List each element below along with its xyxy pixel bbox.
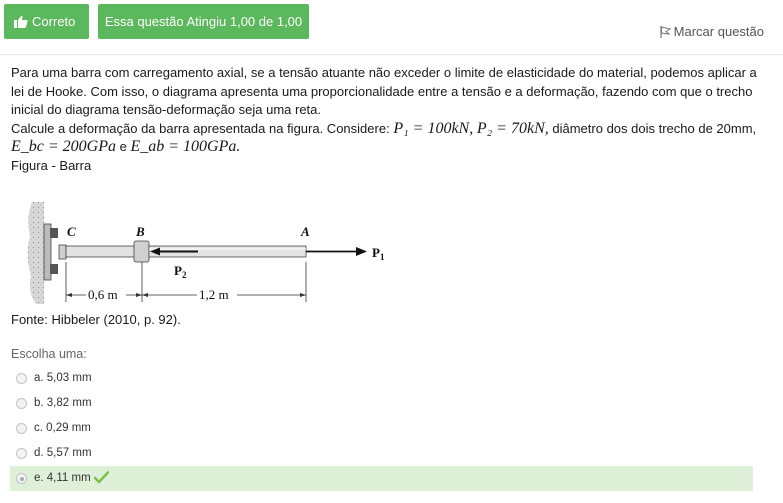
correct-badge bbox=[4, 4, 89, 39]
support-plate bbox=[44, 224, 51, 280]
answer-option-d[interactable] bbox=[10, 441, 753, 466]
calc-prefix: Calcule a deformação da barra apresentada na figura. Considere: bbox=[11, 120, 390, 136]
label-b: B bbox=[136, 224, 145, 239]
dim-cb-label: 0,6 m bbox=[88, 287, 118, 302]
label-p1: $P_1$ bbox=[372, 245, 385, 262]
radio-a[interactable] bbox=[16, 373, 27, 384]
label-a: A bbox=[301, 224, 310, 239]
radio-d[interactable] bbox=[16, 448, 27, 459]
p1-value: P₁ = 100kN, bbox=[393, 119, 474, 137]
p2-value: P₂ = 70kN, bbox=[476, 119, 549, 137]
answer-option-a[interactable] bbox=[10, 366, 753, 391]
question-header bbox=[0, 0, 783, 55]
bolt-bottom bbox=[50, 264, 58, 274]
figure-label: Figura - Barra bbox=[11, 157, 92, 173]
check-icon bbox=[94, 471, 109, 484]
flag-label: Marcar questão bbox=[673, 24, 764, 39]
answer-label-e-wrap bbox=[34, 466, 109, 491]
label-c: C bbox=[67, 224, 76, 239]
flag-question-link[interactable] bbox=[660, 24, 764, 39]
question-text bbox=[11, 64, 771, 175]
ebc-value: E_bc = 200GPa bbox=[11, 138, 116, 155]
answer-option-c[interactable] bbox=[10, 416, 753, 441]
grade-badge: Essa questão Atingiu 1,00 de 1,00 bbox=[98, 4, 309, 39]
segment-cb bbox=[66, 246, 136, 257]
label-p2: $P_2$ bbox=[174, 263, 187, 280]
answer-option-e[interactable] bbox=[10, 466, 753, 491]
answer-option-b[interactable] bbox=[10, 391, 753, 416]
answer-label-b: b. 3,82 mm bbox=[34, 397, 92, 409]
dim-ba-label: 1,2 m bbox=[199, 287, 229, 302]
bar-figure bbox=[22, 196, 402, 312]
answer-label-e: e. 4,11 mm bbox=[34, 472, 91, 484]
radio-b[interactable] bbox=[16, 398, 27, 409]
thumbs-up-icon bbox=[14, 15, 28, 28]
radio-c[interactable] bbox=[16, 423, 27, 434]
calc-suffix: diâmetro dos dois trecho de 20mm, bbox=[552, 120, 757, 136]
flag-icon bbox=[660, 26, 671, 38]
collar-b bbox=[134, 241, 149, 262]
answer-label-c: c. 0,29 mm bbox=[34, 422, 91, 434]
bolt-top bbox=[50, 228, 58, 238]
conjunction: e bbox=[119, 139, 127, 154]
answer-label-d: d. 5,57 mm bbox=[34, 447, 92, 459]
status-label: Correto bbox=[32, 14, 76, 29]
eab-value: E_ab = 100GPa. bbox=[130, 138, 241, 155]
answer-list bbox=[10, 366, 753, 491]
question-intro: Para uma barra com carregamento axial, se a tensão atuante não exceder o limite de elasticidade do material, podemos aplicar a lei de Hooke. Com isso, o diagrama apresenta uma proporcionalidade entre a tensão e a deformação, fazendo com que o trecho inicial do diagrama tensão-deformação seja uma reta. bbox=[11, 65, 757, 117]
connector-c bbox=[59, 245, 66, 259]
radio-e[interactable] bbox=[16, 473, 27, 484]
answer-label-a: a. 5,03 mm bbox=[34, 372, 92, 384]
figure-source: Fonte: Hibbeler (2010, p. 92). bbox=[11, 312, 181, 327]
answer-prompt: Escolha uma: bbox=[11, 347, 87, 361]
question-calc bbox=[11, 120, 771, 157]
